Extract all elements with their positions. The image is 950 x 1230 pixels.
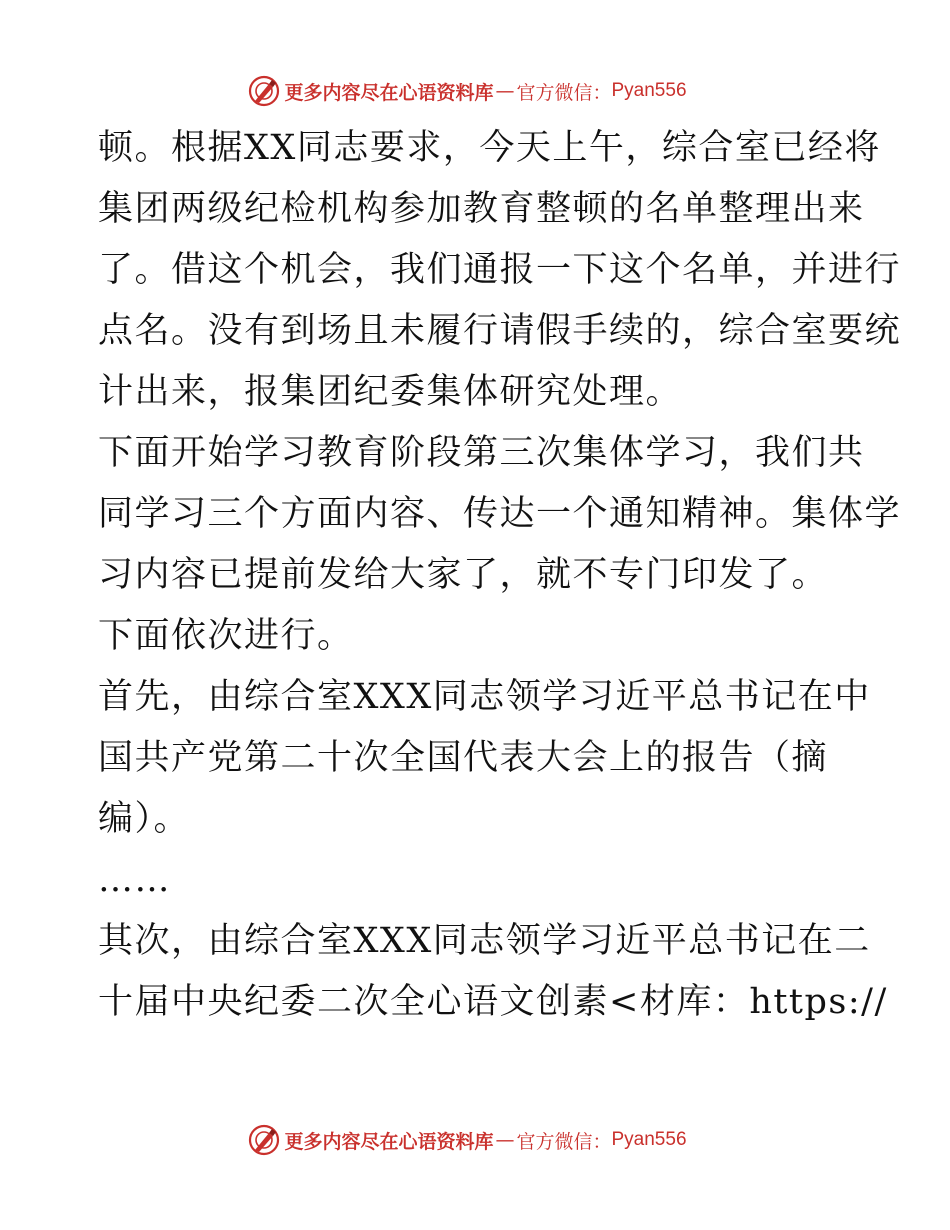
paragraph-5 xyxy=(98,850,858,911)
text-line: 首先，由综合室XXX同志领学习近平总书记在中 xyxy=(98,677,871,717)
watermark-title: 更多内容尽在心语资料库 xyxy=(284,1130,494,1153)
text-line: 十届中央纪委二次全心语文创素<材库：https:// xyxy=(98,982,888,1022)
paragraph-6 xyxy=(98,911,888,1033)
text-line: 顿。根据XX同志要求，今天上午，综合室已经将 xyxy=(98,128,881,168)
text-line: 了。借这个机会，我们通报一下这个名单，并进行 xyxy=(98,250,902,290)
pen-logo-icon xyxy=(247,74,281,108)
watermark-separator: — xyxy=(495,1129,515,1151)
paragraph-3 xyxy=(98,606,858,667)
watermark-separator: — xyxy=(495,80,515,102)
watermark-wechat-label: 官方微信： xyxy=(516,1130,612,1153)
text-line: 计出来，报集团纪委集体研究处理。 xyxy=(98,372,683,412)
text-line: 集团两级纪检机构参加教育整顿的名单整理出来 xyxy=(98,189,865,229)
paragraph-2 xyxy=(98,423,902,606)
header-watermark xyxy=(0,71,950,111)
text-line: …… xyxy=(98,860,171,900)
text-line: 其次，由综合室XXX同志领学习近平总书记在二 xyxy=(98,921,871,961)
paragraph-1 xyxy=(98,118,902,423)
watermark-title: 更多内容尽在心语资料库 xyxy=(284,81,494,104)
text-line: 下面开始学习教育阶段第三次集体学习，我们共 xyxy=(98,433,865,473)
text-line: 下面依次进行。 xyxy=(98,616,354,656)
document-body xyxy=(98,118,902,1033)
watermark-wechat-label: 官方微信： xyxy=(516,81,612,104)
watermark-wechat-id: Pyan556 xyxy=(611,80,687,101)
footer-watermark xyxy=(0,1120,950,1160)
pen-logo-icon xyxy=(247,1123,281,1157)
text-line: 编）。 xyxy=(98,799,191,839)
text-line: 国共产党第二十次全国代表大会上的报告（摘 xyxy=(98,738,829,778)
text-line: 同学习三个方面内容、传达一个通知精神。集体学 xyxy=(98,494,902,534)
text-line: 点名。没有到场且未履行请假手续的，综合室要统 xyxy=(98,311,902,351)
watermark-wechat-id: Pyan556 xyxy=(611,1129,687,1150)
paragraph-4 xyxy=(98,667,871,850)
text-line: 习内容已提前发给大家了，就不专门印发了。 xyxy=(98,555,829,595)
